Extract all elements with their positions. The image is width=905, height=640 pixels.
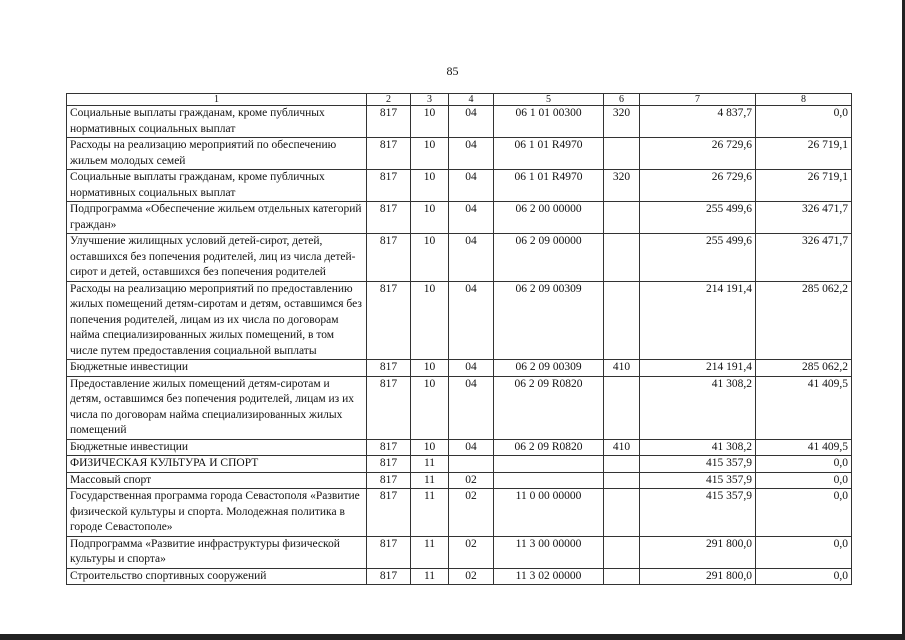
cell-subsection: 04 xyxy=(449,170,494,202)
cell-grbs: 817 xyxy=(367,472,411,489)
cell-expense-type xyxy=(604,234,640,282)
cell-amount-2: 41 409,5 xyxy=(756,376,852,439)
cell-amount-2: 285 062,2 xyxy=(756,360,852,377)
header-col-6: 6 xyxy=(604,94,640,106)
cell-section: 10 xyxy=(411,106,449,138)
cell-amount-1: 26 729,6 xyxy=(640,138,756,170)
header-col-8: 8 xyxy=(756,94,852,106)
header-col-4: 4 xyxy=(449,94,494,106)
cell-amount-1: 26 729,6 xyxy=(640,170,756,202)
cell-amount-2: 41 409,5 xyxy=(756,439,852,456)
table-row xyxy=(67,170,852,202)
cell-amount-1: 255 499,6 xyxy=(640,234,756,282)
cell-target-article: 06 2 09 00000 xyxy=(494,234,604,282)
table-row xyxy=(67,568,852,585)
cell-target-article: 06 2 00 00000 xyxy=(494,202,604,234)
cell-grbs: 817 xyxy=(367,106,411,138)
cell-grbs: 817 xyxy=(367,202,411,234)
cell-section: 10 xyxy=(411,170,449,202)
cell-section: 10 xyxy=(411,281,449,360)
header-col-2: 2 xyxy=(367,94,411,106)
cell-amount-2: 26 719,1 xyxy=(756,170,852,202)
cell-expense-type xyxy=(604,489,640,537)
cell-expense-type xyxy=(604,568,640,585)
cell-amount-2: 0,0 xyxy=(756,472,852,489)
cell-name: Государственная программа города Севастополя «Развитие физической культуры и спорта. Молодежная политика в городе Севастополе» xyxy=(67,489,367,537)
cell-amount-2: 0,0 xyxy=(756,568,852,585)
cell-amount-1: 291 800,0 xyxy=(640,536,756,568)
cell-expense-type xyxy=(604,536,640,568)
table-row xyxy=(67,456,852,473)
cell-section: 11 xyxy=(411,568,449,585)
cell-target-article: 11 3 02 00000 xyxy=(494,568,604,585)
cell-grbs: 817 xyxy=(367,281,411,360)
cell-name: Улучшение жилищных условий детей-сирот, детей, оставшихся без попечения родителей, лиц из числа детей-сирот и детей, оставшихся без попечения родителей xyxy=(67,234,367,282)
cell-name: Строительство спортивных сооружений xyxy=(67,568,367,585)
cell-expense-type: 320 xyxy=(604,106,640,138)
header-col-3: 3 xyxy=(411,94,449,106)
cell-name: Подпрограмма «Развитие инфраструктуры физической культуры и спорта» xyxy=(67,536,367,568)
cell-grbs: 817 xyxy=(367,170,411,202)
cell-section: 10 xyxy=(411,439,449,456)
cell-expense-type xyxy=(604,456,640,473)
cell-subsection: 04 xyxy=(449,360,494,377)
cell-grbs: 817 xyxy=(367,568,411,585)
cell-amount-1: 4 837,7 xyxy=(640,106,756,138)
header-col-5: 5 xyxy=(494,94,604,106)
cell-expense-type xyxy=(604,202,640,234)
cell-amount-1: 41 308,2 xyxy=(640,376,756,439)
cell-grbs: 817 xyxy=(367,138,411,170)
cell-target-article: 06 2 09 R0820 xyxy=(494,439,604,456)
cell-subsection: 02 xyxy=(449,489,494,537)
cell-target-article: 11 0 00 00000 xyxy=(494,489,604,537)
cell-subsection: 04 xyxy=(449,202,494,234)
cell-expense-type xyxy=(604,472,640,489)
cell-section: 11 xyxy=(411,489,449,537)
cell-target-article: 06 1 01 R4970 xyxy=(494,170,604,202)
cell-amount-1: 291 800,0 xyxy=(640,568,756,585)
table-row xyxy=(67,472,852,489)
cell-grbs: 817 xyxy=(367,234,411,282)
cell-amount-2: 326 471,7 xyxy=(756,234,852,282)
cell-expense-type xyxy=(604,138,640,170)
cell-grbs: 817 xyxy=(367,536,411,568)
cell-grbs: 817 xyxy=(367,376,411,439)
cell-name: Социальные выплаты гражданам, кроме публичных нормативных социальных выплат xyxy=(67,106,367,138)
cell-amount-1: 41 308,2 xyxy=(640,439,756,456)
cell-amount-2: 285 062,2 xyxy=(756,281,852,360)
cell-expense-type xyxy=(604,376,640,439)
cell-name: Предоставление жилых помещений детям-сиротам и детям, оставшимся без попечения родителей, лицам из их числа по договорам найма специализированных жилых помещений xyxy=(67,376,367,439)
cell-target-article: 06 1 01 R4970 xyxy=(494,138,604,170)
cell-subsection: 04 xyxy=(449,281,494,360)
cell-subsection: 04 xyxy=(449,234,494,282)
cell-target-article: 06 2 09 R0820 xyxy=(494,376,604,439)
cell-section: 11 xyxy=(411,472,449,489)
cell-amount-1: 214 191,4 xyxy=(640,281,756,360)
cell-amount-2: 0,0 xyxy=(756,489,852,537)
header-col-1: 1 xyxy=(67,94,367,106)
table-row xyxy=(67,234,852,282)
cell-grbs: 817 xyxy=(367,456,411,473)
cell-expense-type: 320 xyxy=(604,170,640,202)
cell-section: 10 xyxy=(411,376,449,439)
table-row xyxy=(67,439,852,456)
cell-subsection: 04 xyxy=(449,376,494,439)
cell-section: 11 xyxy=(411,456,449,473)
cell-target-article xyxy=(494,472,604,489)
table-row xyxy=(67,536,852,568)
cell-grbs: 817 xyxy=(367,360,411,377)
cell-amount-2: 326 471,7 xyxy=(756,202,852,234)
cell-expense-type xyxy=(604,281,640,360)
table-header-row xyxy=(67,94,852,106)
cell-name: ФИЗИЧЕСКАЯ КУЛЬТУРА И СПОРТ xyxy=(67,456,367,473)
cell-name: Расходы на реализацию мероприятий по обеспечению жильем молодых семей xyxy=(67,138,367,170)
cell-amount-1: 415 357,9 xyxy=(640,489,756,537)
cell-amount-2: 26 719,1 xyxy=(756,138,852,170)
cell-amount-2: 0,0 xyxy=(756,456,852,473)
table-row xyxy=(67,106,852,138)
cell-section: 10 xyxy=(411,360,449,377)
cell-subsection: 04 xyxy=(449,439,494,456)
cell-amount-1: 214 191,4 xyxy=(640,360,756,377)
cell-section: 10 xyxy=(411,202,449,234)
cell-target-article: 06 1 01 00300 xyxy=(494,106,604,138)
cell-expense-type: 410 xyxy=(604,360,640,377)
table-row xyxy=(67,138,852,170)
cell-section: 10 xyxy=(411,234,449,282)
cell-target-article: 06 2 09 00309 xyxy=(494,360,604,377)
cell-section: 11 xyxy=(411,536,449,568)
table-row xyxy=(67,281,852,360)
cell-grbs: 817 xyxy=(367,489,411,537)
cell-name: Бюджетные инвестиции xyxy=(67,439,367,456)
cell-name: Социальные выплаты гражданам, кроме публичных нормативных социальных выплат xyxy=(67,170,367,202)
cell-name: Расходы на реализацию мероприятий по предоставлению жилых помещений детям-сиротам и детям, оставшимся без попечения родителей, лицам из их числа по договорам найма специализированных жилых помещений, в том числе путем предоставления социальной выплаты xyxy=(67,281,367,360)
cell-amount-1: 415 357,9 xyxy=(640,472,756,489)
cell-name: Подпрограмма «Обеспечение жильем отдельных категорий граждан» xyxy=(67,202,367,234)
cell-section: 10 xyxy=(411,138,449,170)
cell-subsection: 04 xyxy=(449,138,494,170)
cell-target-article: 11 3 00 00000 xyxy=(494,536,604,568)
cell-subsection: 04 xyxy=(449,106,494,138)
cell-amount-2: 0,0 xyxy=(756,536,852,568)
budget-table xyxy=(66,93,852,585)
cell-amount-2: 0,0 xyxy=(756,106,852,138)
cell-subsection: 02 xyxy=(449,536,494,568)
table-row xyxy=(67,202,852,234)
cell-target-article xyxy=(494,456,604,473)
cell-name: Массовый спорт xyxy=(67,472,367,489)
table-row xyxy=(67,360,852,377)
cell-grbs: 817 xyxy=(367,439,411,456)
cell-subsection xyxy=(449,456,494,473)
table-row xyxy=(67,376,852,439)
scan-edge-bottom xyxy=(0,634,905,640)
cell-subsection: 02 xyxy=(449,568,494,585)
header-col-7: 7 xyxy=(640,94,756,106)
cell-subsection: 02 xyxy=(449,472,494,489)
cell-name: Бюджетные инвестиции xyxy=(67,360,367,377)
cell-amount-1: 415 357,9 xyxy=(640,456,756,473)
page-number: 85 xyxy=(446,64,459,78)
cell-target-article: 06 2 09 00309 xyxy=(494,281,604,360)
cell-amount-1: 255 499,6 xyxy=(640,202,756,234)
table-row xyxy=(67,489,852,537)
cell-expense-type: 410 xyxy=(604,439,640,456)
